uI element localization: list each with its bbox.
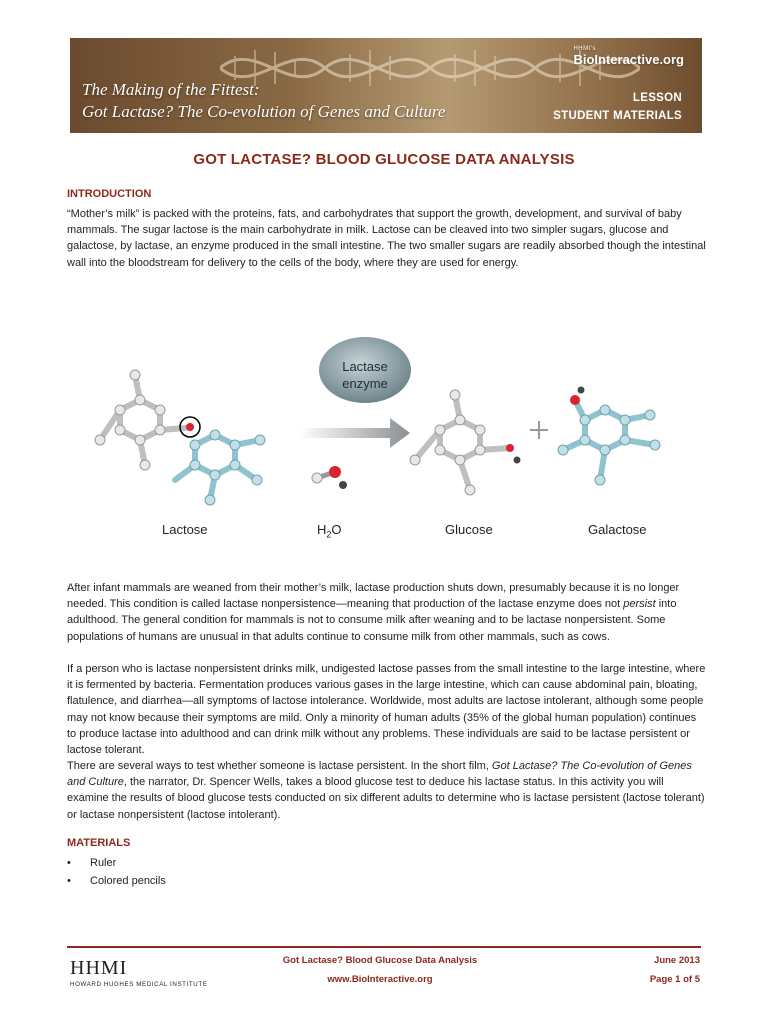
introduction-text: “Mother’s milk” is packed with the proteins, fats, and carbohydrates that support the growth, development, and survival of baby mammals. The sugar lactose is the main carbohydrate in milk. Lactose can be cleaved into two simpler sugars, glucose and galactose, by lactase, an enzyme produced in the small intestine. The two smaller sugars are readily absorbed though the intestinal wall into the bloodstream for delivery to the cells of the body, where they are used for energy. [67,208,706,269]
reaction-arrow [300,418,410,448]
label-h: H [317,522,327,537]
label-glucose: Glucose [445,522,493,537]
p1-emphasis: persist [623,598,656,611]
lactose-cleavage-diagram [85,330,685,545]
biointeractive-logo [573,46,684,67]
enzyme-label-line1: Lactase [342,359,388,374]
hhmi-logo-subtitle: HOWARD HUGHES MEDICAL INSTITUTE [70,981,208,988]
label-lactose: Lactose [162,522,208,537]
p2-text: If a person who is lactase nonpersistent drinks milk, undigested lactose passes from the small intestine to the large intestine, where it is fermented by bacteria. Fermentation produces various gases in the large intestine, which can cause abdominal pain, bloating, flatulence, and diarrhea—all symptoms of lactose intolerance. Worldwide, most adults are lactose intolerant, although some people may not know because their symptoms are mild. Only a minority of human adults (35% of the global human population) continues to produce lactase into adulthood and can drink milk without any problems. These individuals are said to be lactase persistent or lactose tolerant. [67,663,706,757]
footer-page-number: Page 1 of 5 [649,974,700,985]
paragraph-testing [67,758,707,823]
student-materials-label: STUDENT MATERIALS [553,110,682,122]
p1-text-b: into adulthood. The general condition for mammals is not to consume milk after weaning and to be lactase nonpersistent. Some populations of humans are unusual in that adults continue to consume milk from other mammals, such as cows. [67,598,677,643]
lesson-label: LESSON [632,92,682,104]
introduction-heading: INTRODUCTION [67,188,152,200]
label-o: O [331,522,342,537]
series-title: The Making of the Fittest: [82,80,260,99]
label-water [317,522,342,540]
hhmi-logo: HHMI [70,957,128,979]
document-title: GOT LACTASE? BLOOD GLUCOSE DATA ANALYSIS [193,151,575,168]
enzyme-label-line2: enzyme [342,376,388,391]
water-molecule [312,466,347,489]
film-title: Got Lactase? The Co-evolution of Genes and Culture [67,760,692,789]
paragraph-intolerance [67,661,707,758]
p3-text-a: There are several ways to test whether someone is lactase persistent. In the short film, [67,760,492,772]
footer-document-name: Got Lactase? Blood Glucose Data Analysis [282,955,478,966]
label-galactose: Galactose [588,522,647,537]
label-subscript-2: 2 [326,529,332,540]
enzyme-label [325,358,405,392]
introduction-paragraph [67,206,707,271]
material-ruler: Ruler [90,857,117,869]
brand-small: HHMI's [573,46,596,52]
lesson-title: Got Lactase? The Co-evolution of Genes and Culture [82,102,446,121]
header-banner [70,38,702,133]
p3-text-b: , the narrator, Dr. Spencer Wells, takes a blood glucose test to deduce his lactase status. In this activity you will examine the results of blood glucose tests conducted on six different adults to determine who is lactase persistent (lactose tolerant) or lactase nonpersistent (lactose intolerant). [67,776,705,821]
material-colored-pencils: Colored pencils [90,875,166,887]
brand-name: BioInteractive.org [573,52,684,67]
paragraph-nonpersistence [67,580,707,645]
p1-text-a: After infant mammals are weaned from their mother’s milk, lactase production shuts down, presumably because it is no longer needed. This condition is called lactase nonpersistence—meaning that production of the lactase enzyme does not [67,582,680,611]
materials-heading: MATERIALS [67,837,131,849]
footer-date: June 2013 [654,955,700,966]
bullet: • [67,857,71,869]
footer-divider [67,946,701,948]
footer-url[interactable]: www.BioInteractive.org [327,974,433,985]
bullet: • [67,875,71,887]
